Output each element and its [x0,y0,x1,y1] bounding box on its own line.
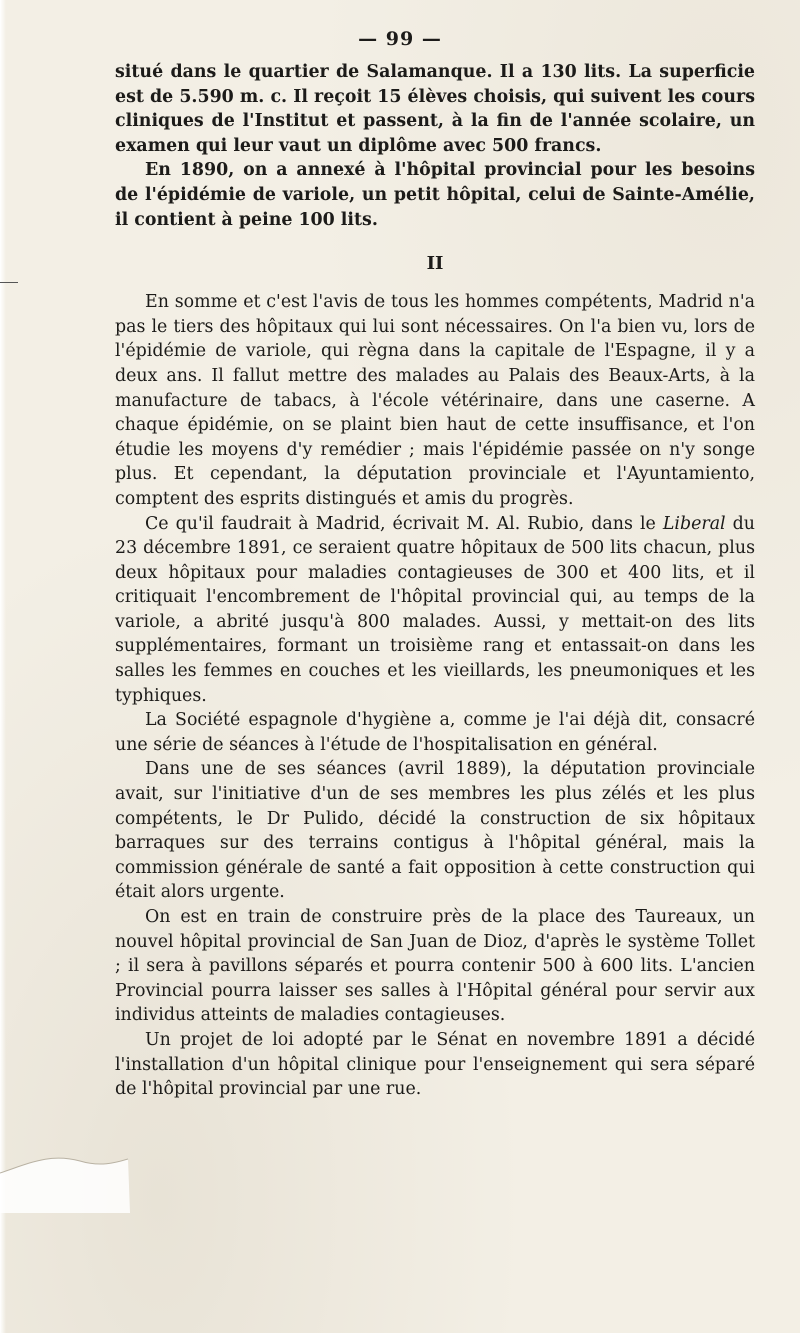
paragraph-sainte-amelie: En 1890, on a annexé à l'hôpital provincial pour les besoins de l'épidémie de variole, un petit hôpital, celui de Sainte-Amélie, il contient à peine 100 lits. [115,160,755,230]
paragraph-salamanque: situé dans le quartier de Salamanque. Il a 130 lits. La superficie est de 5.590 m. c. Il reçoit 15 élèves choisis, qui suivent les cours cliniques de l'Institut et passent, à la fin de l'année scolaire, un examen qui leur vaut un diplôme avec 500 francs. [115,62,755,156]
section-heading: II [426,253,444,275]
paragraph-madrid-hopitaux: En somme et c'est l'avis de tous les hommes compétents, Madrid n'a pas le tiers des hôpitaux qui lui sont nécessaires. On l'a bien vu, lors de l'épidémie de variole, qui règna dans la capitale de l'Espagne, il y a deux ans. Il fallut mettre des malades au Palais des Beaux-Arts, à la manufacture de tabacs, à l'école vétérinaire, dans une caserne. A chaque épidémie, on se plaint bien haut de cette insuffisance, et l'on étudie les moyens d'y remédier ; mais l'épidémie passée on n'y songe plus. Et cependant, la députation provinciale et l'Ayuntamiento, comptent des esprits distingués et amis du progrès. [115,292,755,509]
page-number: — 99 — [358,28,442,50]
paragraph-taureaux: On est en train de construire près de la place des Taureaux, un nouvel hôpital provincial de San Juan de Dioz, d'après le système Tollet ; il sera à pavillons séparés et pourra contenir 500 à 600 lits. L'ancien Provincial pourra laisser ses salles à l'Hôpital général pour servir aux individus atteints de maladies contagieuses. [115,907,755,1026]
journal-title: Liberal [662,513,726,534]
body-text [115,60,755,1102]
rubio-text-start: Ce qu'il faudrait à Madrid, écrivait M. Al. Rubio, dans le [145,513,663,534]
paragraph-seances: Dans une de ses séances (avril 1889), la députation provinciale avait, sur l'initiative d'un de ses membres les plus zélés et les plus compétents, le Dr Pulido, décidé la construction de six hôpitaux barraques sur des terrains contigus à l'hôpital général, mais la commission générale de santé a fait opposition à cette construction qui était alors urgente. [115,759,755,903]
margin-mark [0,282,18,283]
paragraph-societe-hygiene: La Société espagnole d'hygiène a, comme je l'ai déjà dit, consacré une série de séances à l'étude de l'hospitalisation en général. [115,710,755,755]
paragraph-senat: Un projet de loi adopté par le Sénat en novembre 1891 a décidé l'installation d'un hôpital clinique pour l'enseignement qui sera séparé de l'hôpital provincial par une rue. [115,1029,755,1100]
paragraph-rubio [115,512,755,709]
rubio-text-end: du 23 décembre 1891, ce seraient quatre hôpitaux de 500 lits chacun, plus deux hôpitaux pour maladies contagieuses de 300 et 400 lits, et il critiquait l'encombrement de l'hôpital provincial qui, au temps de la variole, a abrité jusqu'à 800 malades. Aussi, y mettait-on des lits supplémentaires, formant un troisième rang et entassait-on dans les salles les femmes en couches et les vieillards, les pneumoniques et les typhiques. [115,513,755,706]
torn-corner-mark [0,1133,130,1213]
